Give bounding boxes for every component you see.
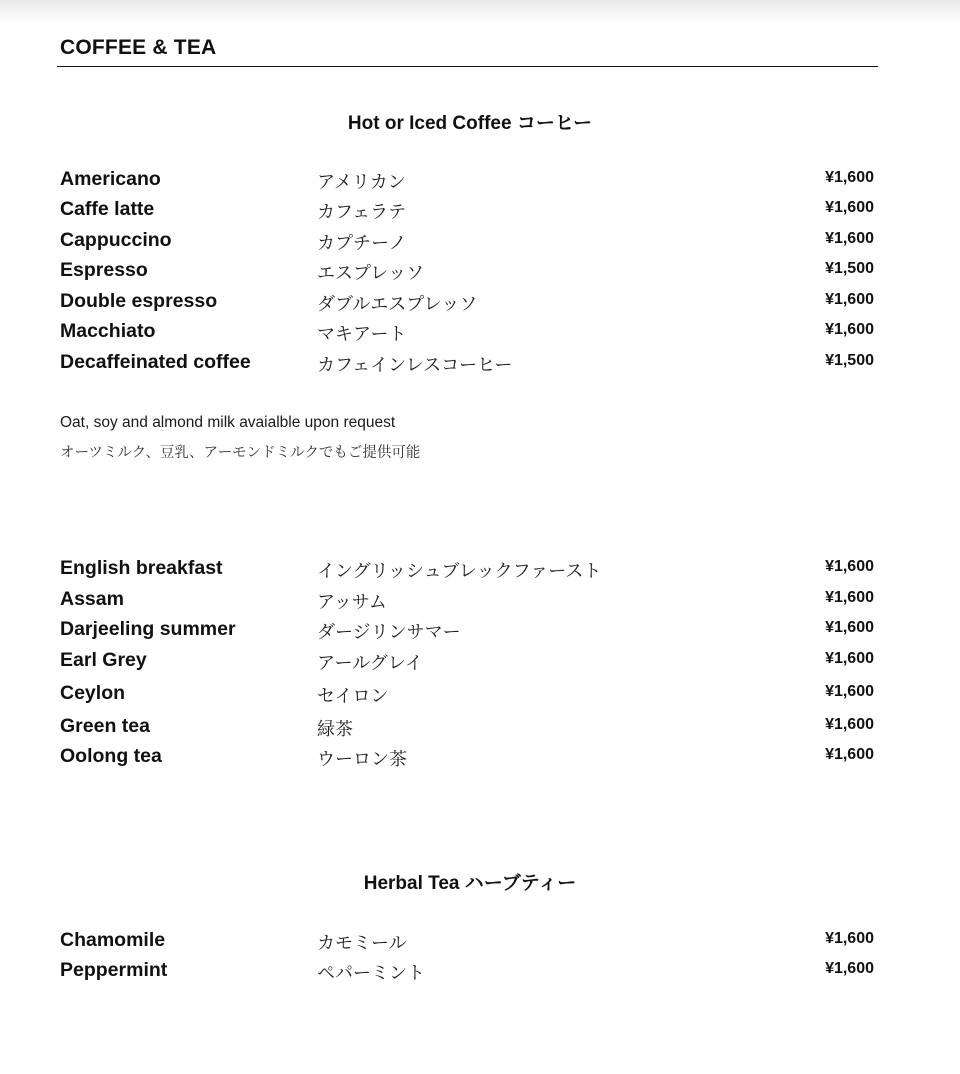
item-name-en: Oolong tea [60, 745, 162, 767]
item-price: ¥1,600 [825, 291, 874, 308]
top-shadow [0, 0, 960, 24]
item-name-en: English breakfast [60, 557, 223, 579]
menu-row-chamomile [0, 929, 960, 955]
item-name-en: Assam [60, 588, 124, 610]
menu-row-decaffeinated-coffee [0, 351, 960, 377]
menu-row-ceylon [0, 682, 960, 708]
item-price: ¥1,600 [825, 960, 874, 977]
title-divider [57, 66, 878, 67]
item-name-en: Espresso [60, 259, 148, 281]
item-name-jp: ウーロン茶 [317, 749, 407, 770]
item-name-jp: アッサム [317, 592, 387, 613]
item-name-jp: カフェインレスコーヒー [317, 355, 513, 376]
item-price: ¥1,500 [825, 352, 874, 369]
item-name-jp: イングリッシュブレックファースト [317, 561, 602, 582]
item-name-jp: アールグレイ [317, 653, 423, 674]
item-price: ¥1,600 [825, 746, 874, 763]
item-price: ¥1,600 [825, 650, 874, 667]
menu-row-darjeeling-summer [0, 618, 960, 644]
menu-row-peppermint [0, 959, 960, 985]
milk-note-en: Oat, soy and almond milk avaialble upon request [60, 414, 396, 431]
item-name-en: Double espresso [60, 290, 218, 312]
menu-row-americano [0, 168, 960, 194]
menu-row-green-tea [0, 715, 960, 741]
item-name-en: Decaffeinated coffee [60, 351, 251, 373]
item-price: ¥1,600 [825, 230, 874, 247]
menu-row-cappuccino [0, 229, 960, 255]
item-name-jp: ペパーミント [317, 963, 425, 984]
item-name-jp: ダブルエスプレッソ [317, 294, 478, 315]
menu-row-caffe-latte [0, 198, 960, 224]
item-name-jp: 緑茶 [317, 719, 353, 740]
item-price: ¥1,600 [825, 930, 874, 947]
item-price: ¥1,600 [825, 321, 874, 338]
item-price: ¥1,600 [825, 558, 874, 575]
menu-row-espresso [0, 259, 960, 285]
milk-note-jp: オーツミルク、豆乳、アーモンドミルクでもご提供可能 [60, 445, 421, 461]
item-name-en: Green tea [60, 715, 150, 737]
herbal-section-heading: Herbal Tea ハーブティー [363, 873, 577, 894]
menu-row-english-breakfast [0, 557, 960, 583]
menu-row-double-espresso [0, 290, 960, 316]
coffee-section-heading: Hot or Iced Coffee コーヒー [347, 113, 593, 134]
menu-row-earl-grey [0, 649, 960, 675]
item-name-jp: ダージリンサマー [317, 622, 461, 643]
item-name-en: Americano [60, 168, 161, 190]
item-name-en: Earl Grey [60, 649, 147, 671]
page-title: COFFEE & TEA [60, 36, 217, 59]
item-name-jp: カモミール [317, 933, 407, 954]
item-name-en: Darjeeling summer [60, 618, 236, 640]
menu-row-assam [0, 588, 960, 614]
item-name-jp: カプチーノ [317, 233, 407, 254]
item-name-jp: エスプレッソ [317, 263, 425, 284]
item-price: ¥1,600 [825, 199, 874, 216]
item-name-en: Macchiato [60, 320, 156, 342]
item-price: ¥1,500 [825, 260, 874, 277]
item-name-jp: アメリカン [317, 172, 406, 193]
item-price: ¥1,600 [825, 589, 874, 606]
item-name-en: Chamomile [60, 929, 166, 951]
item-price: ¥1,600 [825, 619, 874, 636]
item-name-en: Ceylon [60, 682, 126, 704]
item-name-en: Cappuccino [60, 229, 172, 251]
menu-row-macchiato [0, 320, 960, 346]
item-name-jp: カフェラテ [317, 202, 407, 223]
item-name-en: Caffe latte [60, 198, 155, 220]
item-price: ¥1,600 [825, 683, 874, 700]
item-price: ¥1,600 [825, 716, 874, 733]
item-name-jp: セイロン [317, 686, 389, 707]
menu-row-oolong-tea [0, 745, 960, 771]
item-name-jp: マキアート [317, 324, 407, 345]
item-name-en: Peppermint [60, 959, 168, 981]
item-price: ¥1,600 [825, 169, 874, 186]
